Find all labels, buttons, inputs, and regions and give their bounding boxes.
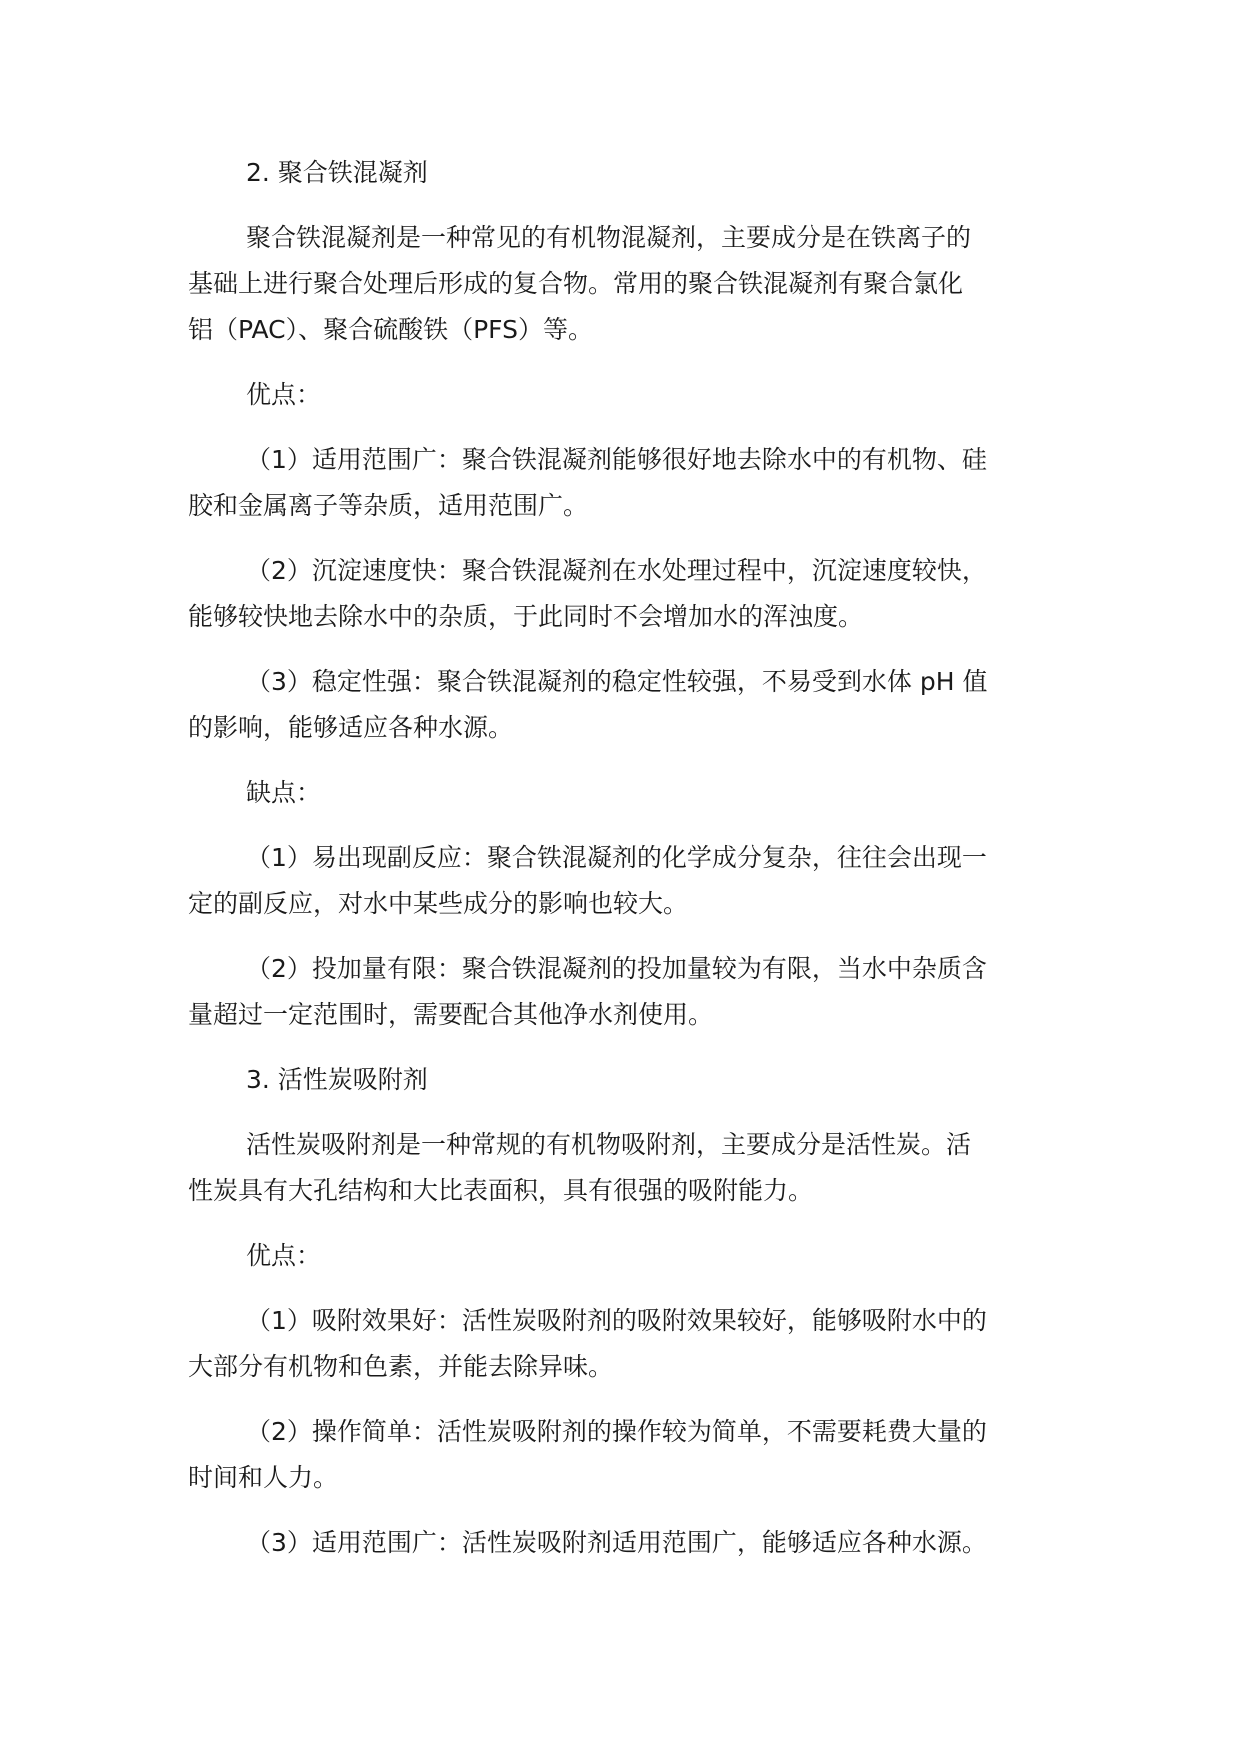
text-line: （2）沉淀速度快：聚合铁混凝剂在水处理过程中，沉淀速度较快， xyxy=(246,556,987,585)
pros-label: 优点： xyxy=(246,1241,322,1270)
pros-item xyxy=(188,437,1058,529)
pros-item xyxy=(188,1409,1058,1501)
intro-paragraph-polyferric xyxy=(188,215,1058,353)
text-line: （1）吸附效果好：活性炭吸附剂的吸附效果较好，能够吸附水中的 xyxy=(246,1306,987,1335)
cons-label: 缺点： xyxy=(246,778,322,807)
text-line: 胶和金属离子等杂质，适用范围广。 xyxy=(188,491,589,520)
cons-item xyxy=(188,835,1058,927)
text-line: 活性炭吸附剂是一种常规的有机物吸附剂，主要成分是活性炭。活 xyxy=(246,1130,972,1159)
text-line: （1）易出现副反应：聚合铁混凝剂的化学成分复杂，往往会出现一 xyxy=(246,843,987,872)
text-line: 性炭具有大孔结构和大比表面积，具有很强的吸附能力。 xyxy=(188,1176,814,1205)
section-heading-activated-carbon: 3. 活性炭吸附剂 xyxy=(246,1065,428,1094)
pros-item xyxy=(188,659,1058,751)
text-line: 量超过一定范围时，需要配合其他净水剂使用。 xyxy=(188,1000,714,1029)
text-line: （2）投加量有限：聚合铁混凝剂的投加量较为有限，当水中杂质含 xyxy=(246,954,987,983)
document-page xyxy=(188,150,1058,1585)
text-line: 时间和人力。 xyxy=(188,1463,339,1492)
text-line: 聚合铁混凝剂是一种常见的有机物混凝剂，主要成分是在铁离子的 xyxy=(246,223,972,252)
pros-label: 优点： xyxy=(246,380,322,409)
text-line: 的影响，能够适应各种水源。 xyxy=(188,713,514,742)
intro-paragraph-activated-carbon xyxy=(188,1122,1058,1214)
text-line: （2）操作简单：活性炭吸附剂的操作较为简单，不需要耗费大量的 xyxy=(246,1417,987,1446)
pros-item xyxy=(188,1298,1058,1390)
cons-item xyxy=(188,946,1058,1038)
text-line: （1）适用范围广：聚合铁混凝剂能够很好地去除水中的有机物、硅 xyxy=(246,445,987,474)
pros-item xyxy=(188,1520,1058,1566)
text-line: （3）适用范围广：活性炭吸附剂适用范围广，能够适应各种水源。 xyxy=(246,1528,987,1557)
pros-item xyxy=(188,548,1058,640)
text-line: 铝（PAC）、聚合硫酸铁（PFS）等。 xyxy=(188,315,593,344)
text-line: 定的副反应，对水中某些成分的影响也较大。 xyxy=(188,889,689,918)
text-line: 能够较快地去除水中的杂质，于此同时不会增加水的浑浊度。 xyxy=(188,602,864,631)
text-line: 基础上进行聚合处理后形成的复合物。常用的聚合铁混凝剂有聚合氯化 xyxy=(188,269,964,298)
section-heading-polyferric: 2. 聚合铁混凝剂 xyxy=(246,158,428,187)
text-line: （3）稳定性强：聚合铁混凝剂的稳定性较强，不易受到水体 pH 值 xyxy=(246,667,988,696)
text-line: 大部分有机物和色素，并能去除异味。 xyxy=(188,1352,614,1381)
